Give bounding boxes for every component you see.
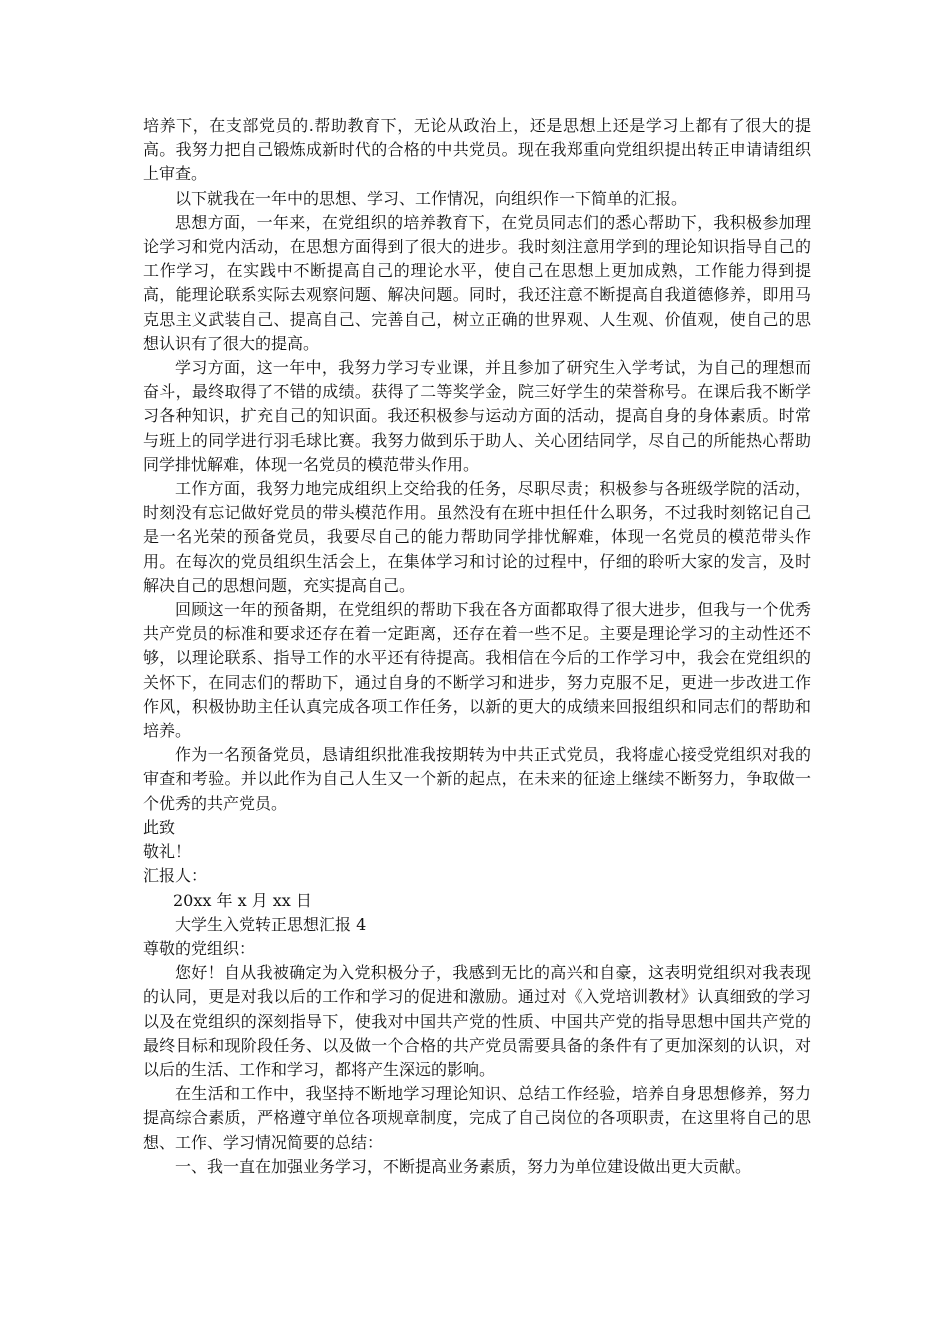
- paragraph-request: 作为一名预备党员，恳请组织批准我按期转为中共正式党员，我将虚心接受党组织对我的审查和考验。并以此作为自己人生又一个新的起点，在未来的征途上继续不断努力，争取做一个优秀的共产党员。: [143, 745, 811, 813]
- paragraph-life-work: 在生活和工作中，我坚持不断地学习理论知识、总结工作经验，培养自身思想修养，努力提高综合素质，严格遵守单位各项规章制度，完成了自己岗位的各项职责，在这里将自己的思想、工作、学习情况简要的总结：: [143, 1084, 811, 1152]
- paragraph-study: 学习方面，这一年中，我努力学习专业课，并且参加了研究生入学考试，为自己的理想而奋斗，最终取得了不错的成绩。获得了二等奖学金，院三好学生的荣誉称号。在课后我不断学习各种知识，扩充自己的知识面。我还积极参与运动方面的活动，提高自身的身体素质。时常与班上的同学进行羽毛球比赛。我努力做到乐于助人、关心团结同学，尽自己的所能热心帮助同学排忧解难，体现一名党员的模范带头作用。: [143, 358, 811, 474]
- paragraph-intro: 以下就我在一年中的思想、学习、工作情况，向组织作一下简单的汇报。: [175, 188, 688, 208]
- paragraph-continuation: 培养下，在支部党员的.帮助教育下，无论从政治上，还是思想上还是学习上都有了很大的提高。我努力把自己锻炼成新时代的合格的中共党员。现在我郑重向党组织提出转正申请请组织上审查。: [143, 116, 811, 184]
- document-body: [143, 114, 811, 1179]
- paragraph-thought: 思想方面，一年来，在党组织的培养教育下，在党员同志们的悉心帮助下，我积极参加理论学习和党内活动，在思想方面得到了很大的进步。我时刻注意用学到的理论知识指导自己的工作学习，在实践中不断提高自己的理论水平，使自己在思想上更加成熟，工作能力得到提高，能理论联系实际去观察问题、解决问题。同时，我还注意不断提高自我道德修养，即用马克思主义武装自己、提高自己、完善自己，树立正确的世界观、人生观、价值观，使自己的思想认识有了很大的提高。: [143, 212, 811, 353]
- greeting: 尊敬的党组织：: [143, 938, 256, 958]
- reporter-label: 汇报人：: [143, 866, 208, 886]
- report-date: 20xx 年 x 月 xx 日: [173, 890, 312, 910]
- paragraph-point-one: 一、我一直在加强业务学习，不断提高业务素质，努力为单位建设做出更大贡献。: [175, 1156, 752, 1176]
- closing-respect: 敬礼！: [143, 842, 192, 862]
- section-title: 大学生入党转正思想汇报 4: [175, 914, 367, 934]
- paragraph-work: 工作方面，我努力地完成组织上交给我的任务，尽职尽责；积极参与各班级学院的活动，时刻没有忘记做好党员的带头模范作用。虽然没有在班中担任什么职务，不过我时刻铭记自己是一名光荣的预备党员，我要尽自己的能力帮助同学排忧解难，体现一名党员的模范带头作用。在每次的党员组织生活会上，在集体学习和讨论的过程中，仔细的聆听大家的发言，及时解决自己的思想问题，充实提高自己。: [143, 479, 811, 595]
- paragraph-review: 回顾这一年的预备期，在党组织的帮助下我在各方面都取得了很大进步，但我与一个优秀共产党员的标准和要求还存在着一定距离，还存在着一些不足。主要是理论学习的主动性还不够，以理论联系、指导工作的水平还有待提高。我相信在今后的工作学习中，我会在党组织的关怀下，在同志们的帮助下，通过自身的不断学习和进步，努力克服不足，更进一步改进工作作风，积极协助主任认真完成各项工作任务，以新的更大的成绩来回报组织和同志们的帮助和培养。: [143, 600, 811, 741]
- paragraph-greeting-body: 您好！自从我被确定为入党积极分子，我感到无比的高兴和自豪，这表明党组织对我表现的认同，更是对我以后的工作和学习的促进和激励。通过对《入党培训教材》认真细致的学习以及在党组织的深刻指导下，使我对中国共产党的性质、中国共产党的指导思想中国共产党的最终目标和现阶段任务、以及做一个合格的共产党员需要具备的条件有了更加深刻的认识，对以后的生活、工作和学习，都将产生深远的影响。: [143, 963, 811, 1079]
- closing-salutation: 此致: [143, 817, 176, 837]
